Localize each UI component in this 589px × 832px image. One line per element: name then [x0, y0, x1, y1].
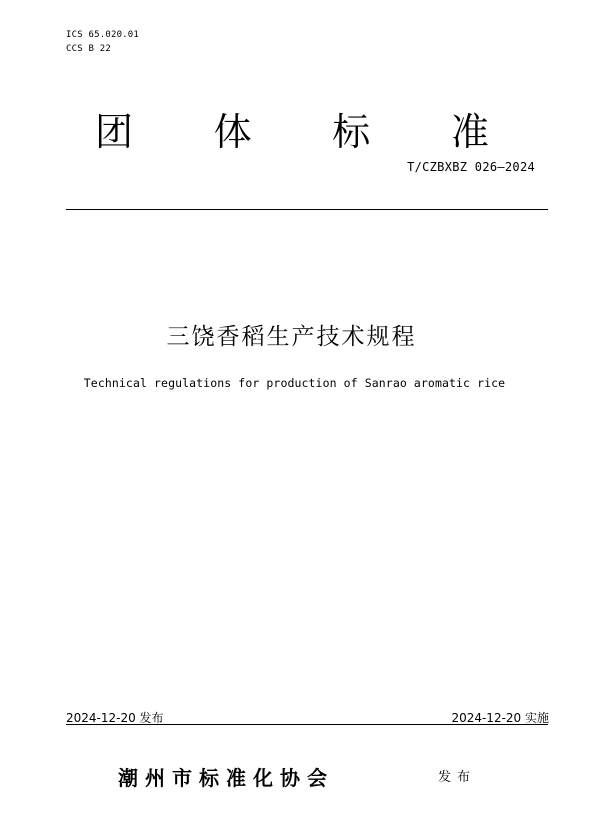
standard-type-title — [92, 110, 492, 154]
chinese-title-text: 三饶香稻生产技术规程 — [166, 324, 417, 350]
top-divider — [66, 209, 548, 210]
ccs-code: CCS B 22 — [66, 44, 111, 54]
publish-date: 2024-12-20 发布 — [66, 711, 164, 725]
title-char: 标 — [332, 110, 371, 154]
title-char: 准 — [450, 110, 489, 154]
implement-date: 2024-12-20 实施 — [451, 711, 549, 725]
english-title: Technical regulations for production of Sanrao aromatic rice — [83, 376, 506, 390]
issuing-organization: 潮州市标准化协会 — [118, 766, 334, 790]
standard-number: T/CZBXBZ 026—2024 — [407, 160, 535, 174]
chinese-title — [0, 318, 589, 351]
ics-code: ICS 65.020.01 — [66, 30, 140, 40]
classification-codes — [66, 28, 139, 56]
title-char: 体 — [213, 110, 252, 154]
bottom-divider — [66, 724, 548, 725]
issue-label: 发布 — [438, 770, 477, 785]
title-char: 团 — [94, 110, 133, 154]
